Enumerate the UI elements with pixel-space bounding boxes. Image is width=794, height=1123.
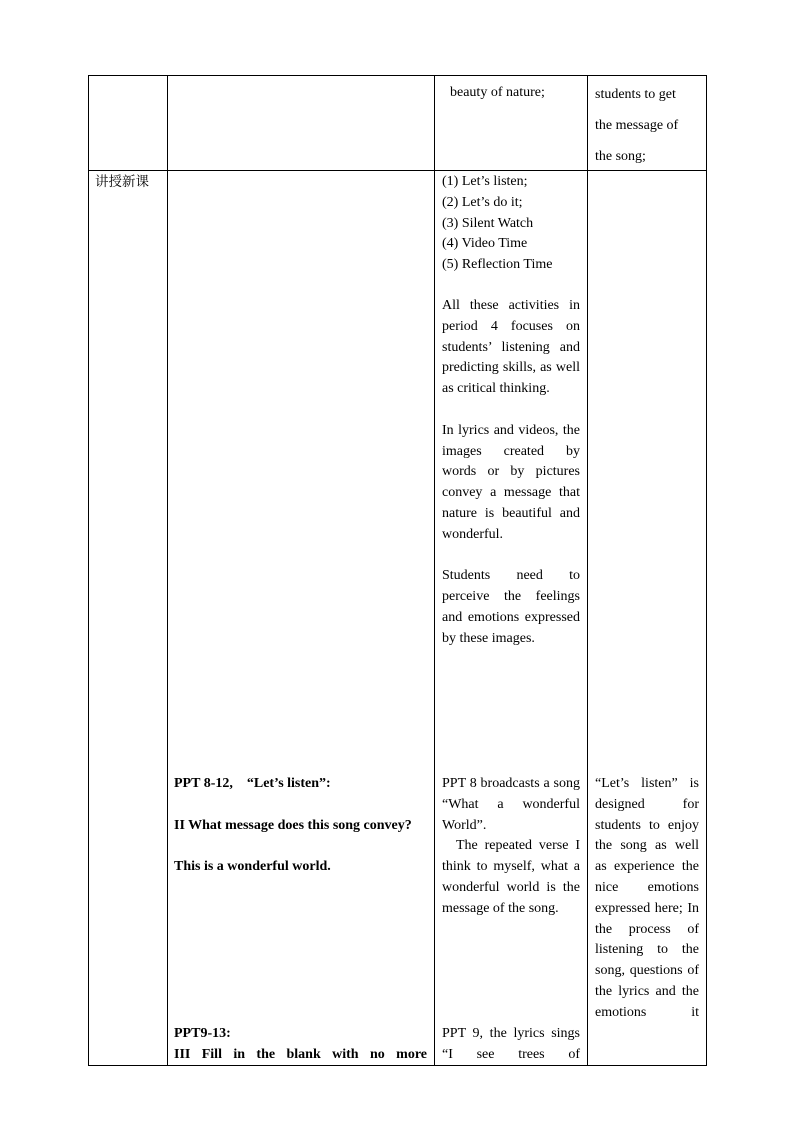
column-divider-1	[167, 75, 168, 1066]
activity-item: (3) Silent Watch	[442, 215, 534, 231]
perceive-feelings-paragraph: Students need to perceive the feelings and emotions expressed by these images.	[442, 568, 580, 646]
row1-col3-line: beauty of nature;	[450, 85, 545, 100]
column-divider-2	[434, 75, 435, 1066]
row1-col3-text	[450, 83, 580, 104]
ppt-fill-title: PPT9-13:	[174, 1026, 231, 1041]
ppt8-broadcast-paragraph: PPT 8 broadcasts a song “What a wonderful World”.	[442, 776, 580, 833]
row2-col4-design-notes	[595, 774, 699, 1024]
repeated-verse-paragraph: The repeated verse I think to myself, what a wonderful world is the message of the song.	[442, 838, 580, 916]
ppt-block-listen	[174, 774, 427, 878]
table-top-border	[88, 75, 707, 76]
row1-col4-line-3: the song;	[595, 149, 646, 164]
activity-item: (4) Video Time	[442, 236, 528, 252]
activities-focus-paragraph: All these activities in period 4 focuses on students’ listening and predicting skills, as well as critical thinking.	[442, 298, 580, 397]
ppt-listen-title: PPT 8-12, “Let’s listen”:	[174, 776, 331, 791]
table-right-border	[706, 75, 707, 1066]
images-message-paragraph: In lyrics and videos, the images created by words or by pictures convey a message that nature is beautiful and wonderful.	[442, 422, 580, 542]
table-left-border	[88, 75, 89, 1066]
row1-col4-line-1: students to get	[595, 87, 676, 102]
ppt-listen-answer: This is a wonderful world.	[174, 859, 331, 875]
row2-col3-lyrics-notes	[442, 1024, 580, 1066]
row1-col4-line-2: the message of	[595, 118, 679, 133]
row1-col4-text	[595, 79, 699, 172]
row2-col3-notes	[442, 296, 580, 650]
section-label: 讲授新课	[95, 174, 149, 190]
column-divider-3	[587, 75, 588, 1066]
ppt9-lyrics-paragraph: PPT 9, the lyrics sings “I see trees of	[442, 1026, 580, 1062]
ppt-fill-question: III Fill in the blank with no more	[174, 1046, 427, 1062]
row2-col3-activities	[442, 172, 580, 276]
activity-item: (1) Let’s listen;	[442, 174, 528, 189]
ppt-listen-question: II What message does this song convey?	[174, 817, 412, 833]
row2-col3-song-notes	[442, 774, 580, 920]
activity-item: (2) Let’s do it;	[442, 194, 523, 210]
lets-listen-design-paragraph: “Let’s listen” is designed for students to enjoy the song as well as experience the nice emotions expressed here; In the process of listening to the song, questions of the lyrics and the emotions it	[595, 776, 699, 1020]
activity-item: (5) Reflection Time	[442, 257, 553, 273]
ppt-block-fill	[174, 1024, 427, 1066]
